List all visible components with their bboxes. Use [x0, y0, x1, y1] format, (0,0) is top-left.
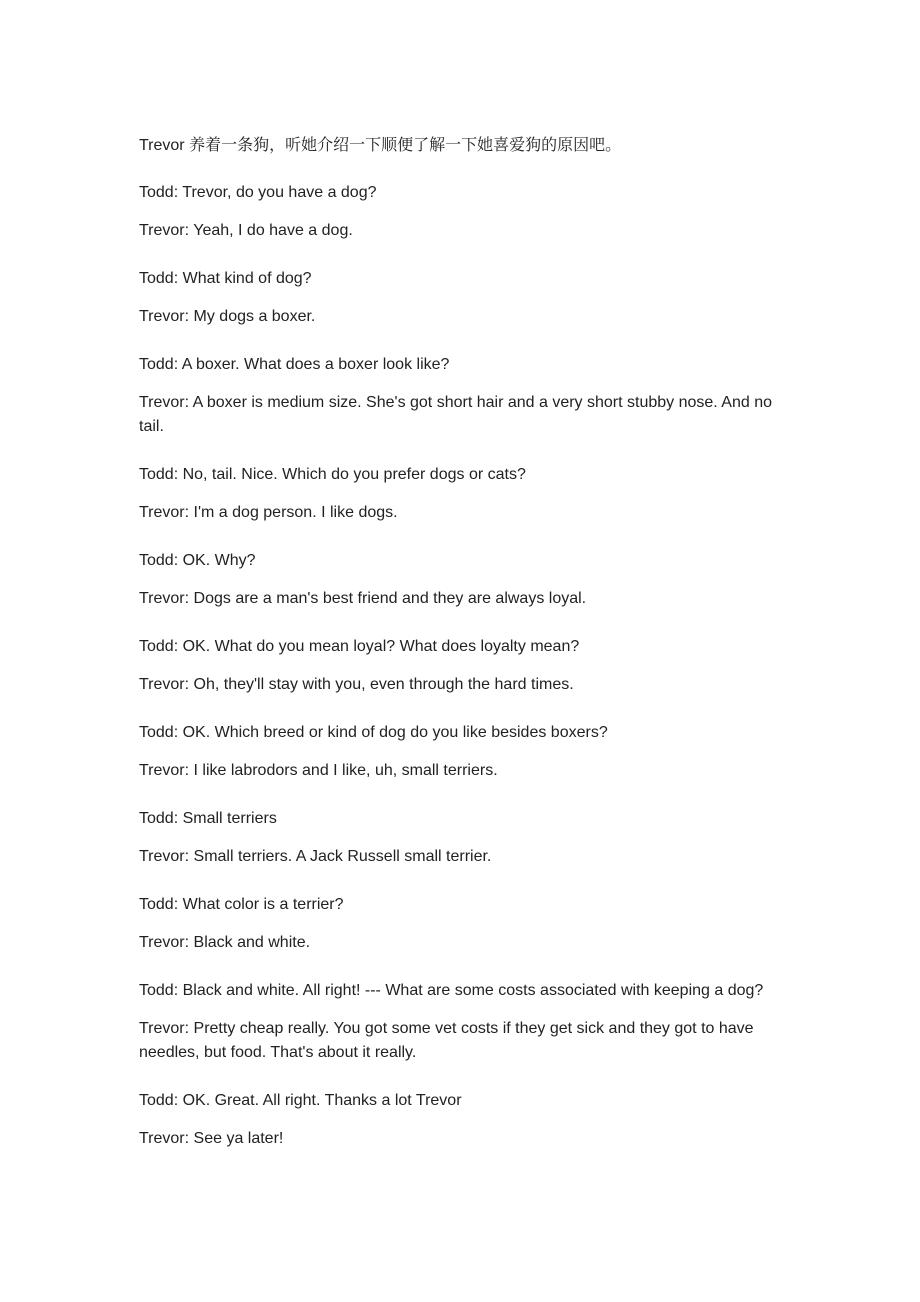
- dialogue-line-trevor: Trevor: My dogs a boxer.: [139, 308, 316, 325]
- dialogue-line-todd: Todd: OK. What do you mean loyal? What does loyalty mean?: [139, 638, 580, 655]
- dialogue-line-trevor: Trevor: I'm a dog person. I like dogs.: [139, 504, 398, 521]
- dialogue-line-trevor: Trevor: Small terriers. A Jack Russell small terrier.: [139, 848, 492, 865]
- dialogue-line-trevor: Trevor: Yeah, I do have a dog.: [139, 222, 353, 239]
- dialogue-line-todd: Todd: OK. Which breed or kind of dog do you like besides boxers?: [139, 724, 608, 741]
- dialogue-line-todd: Todd: What kind of dog?: [139, 270, 312, 287]
- dialogue-line-trevor: Trevor: Oh, they'll stay with you, even through the hard times.: [139, 676, 574, 693]
- dialogue-line-todd: Todd: OK. Great. All right. Thanks a lot Trevor: [139, 1092, 462, 1109]
- dialogue-line-todd: Todd: A boxer. What does a boxer look like?: [139, 356, 450, 373]
- dialogue-line-todd: Todd: What color is a terrier?: [139, 896, 344, 913]
- dialogue-line-todd: Todd: No, tail. Nice. Which do you prefer dogs or cats?: [139, 466, 526, 483]
- dialogue-line-todd: Todd: OK. Why?: [139, 552, 256, 569]
- dialogue-line-trevor: Trevor: Black and white.: [139, 934, 311, 951]
- dialogue-line-trevor: Trevor: Dogs are a man's best friend and they are always loyal.: [139, 590, 587, 607]
- intro-paragraph: Trevor 养着一条狗，听她介绍一下顺便了解一下她喜爱狗的原因吧。: [139, 137, 622, 154]
- dialogue-line-todd: Todd: Small terriers: [139, 810, 277, 827]
- dialogue-line-trevor: Trevor: I like labrodors and I like, uh, small terriers.: [139, 762, 498, 779]
- dialogue-line-trevor: Trevor: See ya later!: [139, 1130, 284, 1147]
- dialogue-line-todd: Todd: Trevor, do you have a dog?: [139, 184, 377, 201]
- document-body: [139, 134, 789, 1175]
- dialogue-line-trevor: Trevor: Pretty cheap really. You got some vet costs if they get sick and they got to have needles, but food. That's about it really.: [139, 1020, 754, 1061]
- dialogue-line-trevor: Trevor: A boxer is medium size. She's got short hair and a very short stubby nose. And no tail.: [139, 394, 773, 435]
- dialogue-line-todd: Todd: Black and white. All right! --- What are some costs associated with keeping a dog?: [139, 982, 764, 999]
